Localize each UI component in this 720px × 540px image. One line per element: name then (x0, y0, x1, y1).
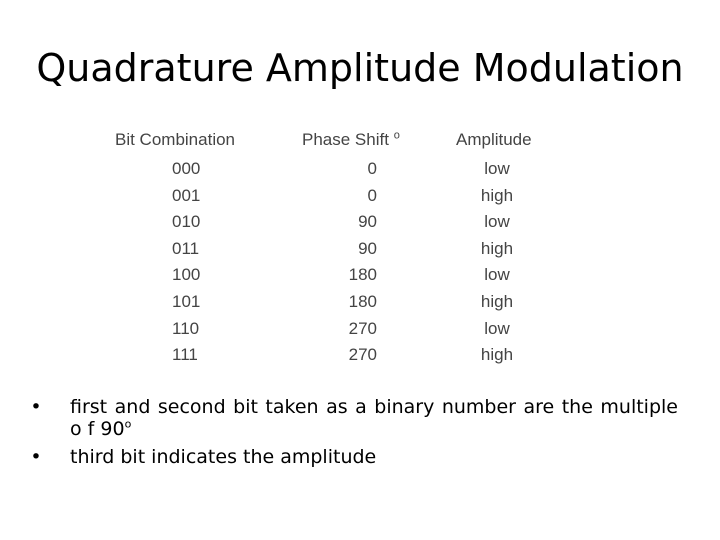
cell-amplitude: high (480, 238, 514, 258)
degree-superscript: o (393, 129, 400, 142)
table-body (112, 156, 562, 369)
header-phase-shift (302, 128, 400, 152)
cell-phase-shift: 0 (367, 185, 377, 205)
cell-phase-shift: 180 (348, 291, 377, 311)
cell-phase-shift: 270 (348, 345, 377, 365)
bullet-text-main: third bit indicates the amplitude (70, 446, 377, 468)
cell-phase-shift: 270 (348, 318, 377, 338)
table-row (112, 316, 562, 343)
cell-amplitude: low (484, 265, 510, 285)
table-row (112, 236, 562, 263)
qam-table (112, 128, 562, 373)
cell-phase-shift: 180 (348, 265, 377, 285)
table-row (112, 289, 562, 316)
bullet-marker: • (30, 446, 42, 468)
cell-bit-combination: 001 (172, 185, 201, 205)
cell-bit-combination: 110 (172, 318, 200, 338)
cell-amplitude: low (484, 212, 510, 232)
cell-bit-combination: 010 (172, 212, 201, 232)
slide-title: Quadrature Amplitude Modulation (36, 46, 684, 90)
bullet-text (70, 446, 678, 468)
bullet-list (28, 396, 678, 474)
cell-bit-combination: 111 (172, 345, 198, 365)
header-bit-combination: Bit Combination (115, 130, 236, 149)
cell-amplitude: high (480, 185, 514, 205)
header-phase-shift-label: Phase Shift (302, 130, 389, 149)
bullet-item (28, 396, 678, 440)
cell-bit-combination: 101 (172, 291, 201, 311)
bullet-text-main: first and second bit taken as a binary number are the multiple o f 90 (70, 396, 678, 440)
degree-superscript: o (124, 417, 132, 431)
cell-amplitude: low (484, 159, 510, 178)
bullet-marker: • (30, 396, 42, 418)
table-row (112, 209, 562, 236)
cell-bit-combination: 000 (172, 159, 201, 178)
cell-bit-combination: 011 (172, 238, 200, 258)
table-row (112, 156, 562, 183)
header-amplitude: Amplitude (456, 130, 532, 149)
table-row (112, 342, 562, 369)
cell-phase-shift: 90 (358, 212, 377, 232)
cell-amplitude: low (484, 318, 510, 338)
cell-phase-shift: 0 (367, 159, 377, 178)
cell-amplitude: high (480, 291, 514, 311)
table-row (112, 262, 562, 289)
cell-phase-shift: 90 (358, 238, 377, 258)
bullet-text (70, 396, 678, 440)
cell-amplitude: high (480, 345, 514, 365)
bullet-item (28, 446, 678, 468)
table-row (112, 183, 562, 210)
cell-bit-combination: 100 (172, 265, 201, 285)
